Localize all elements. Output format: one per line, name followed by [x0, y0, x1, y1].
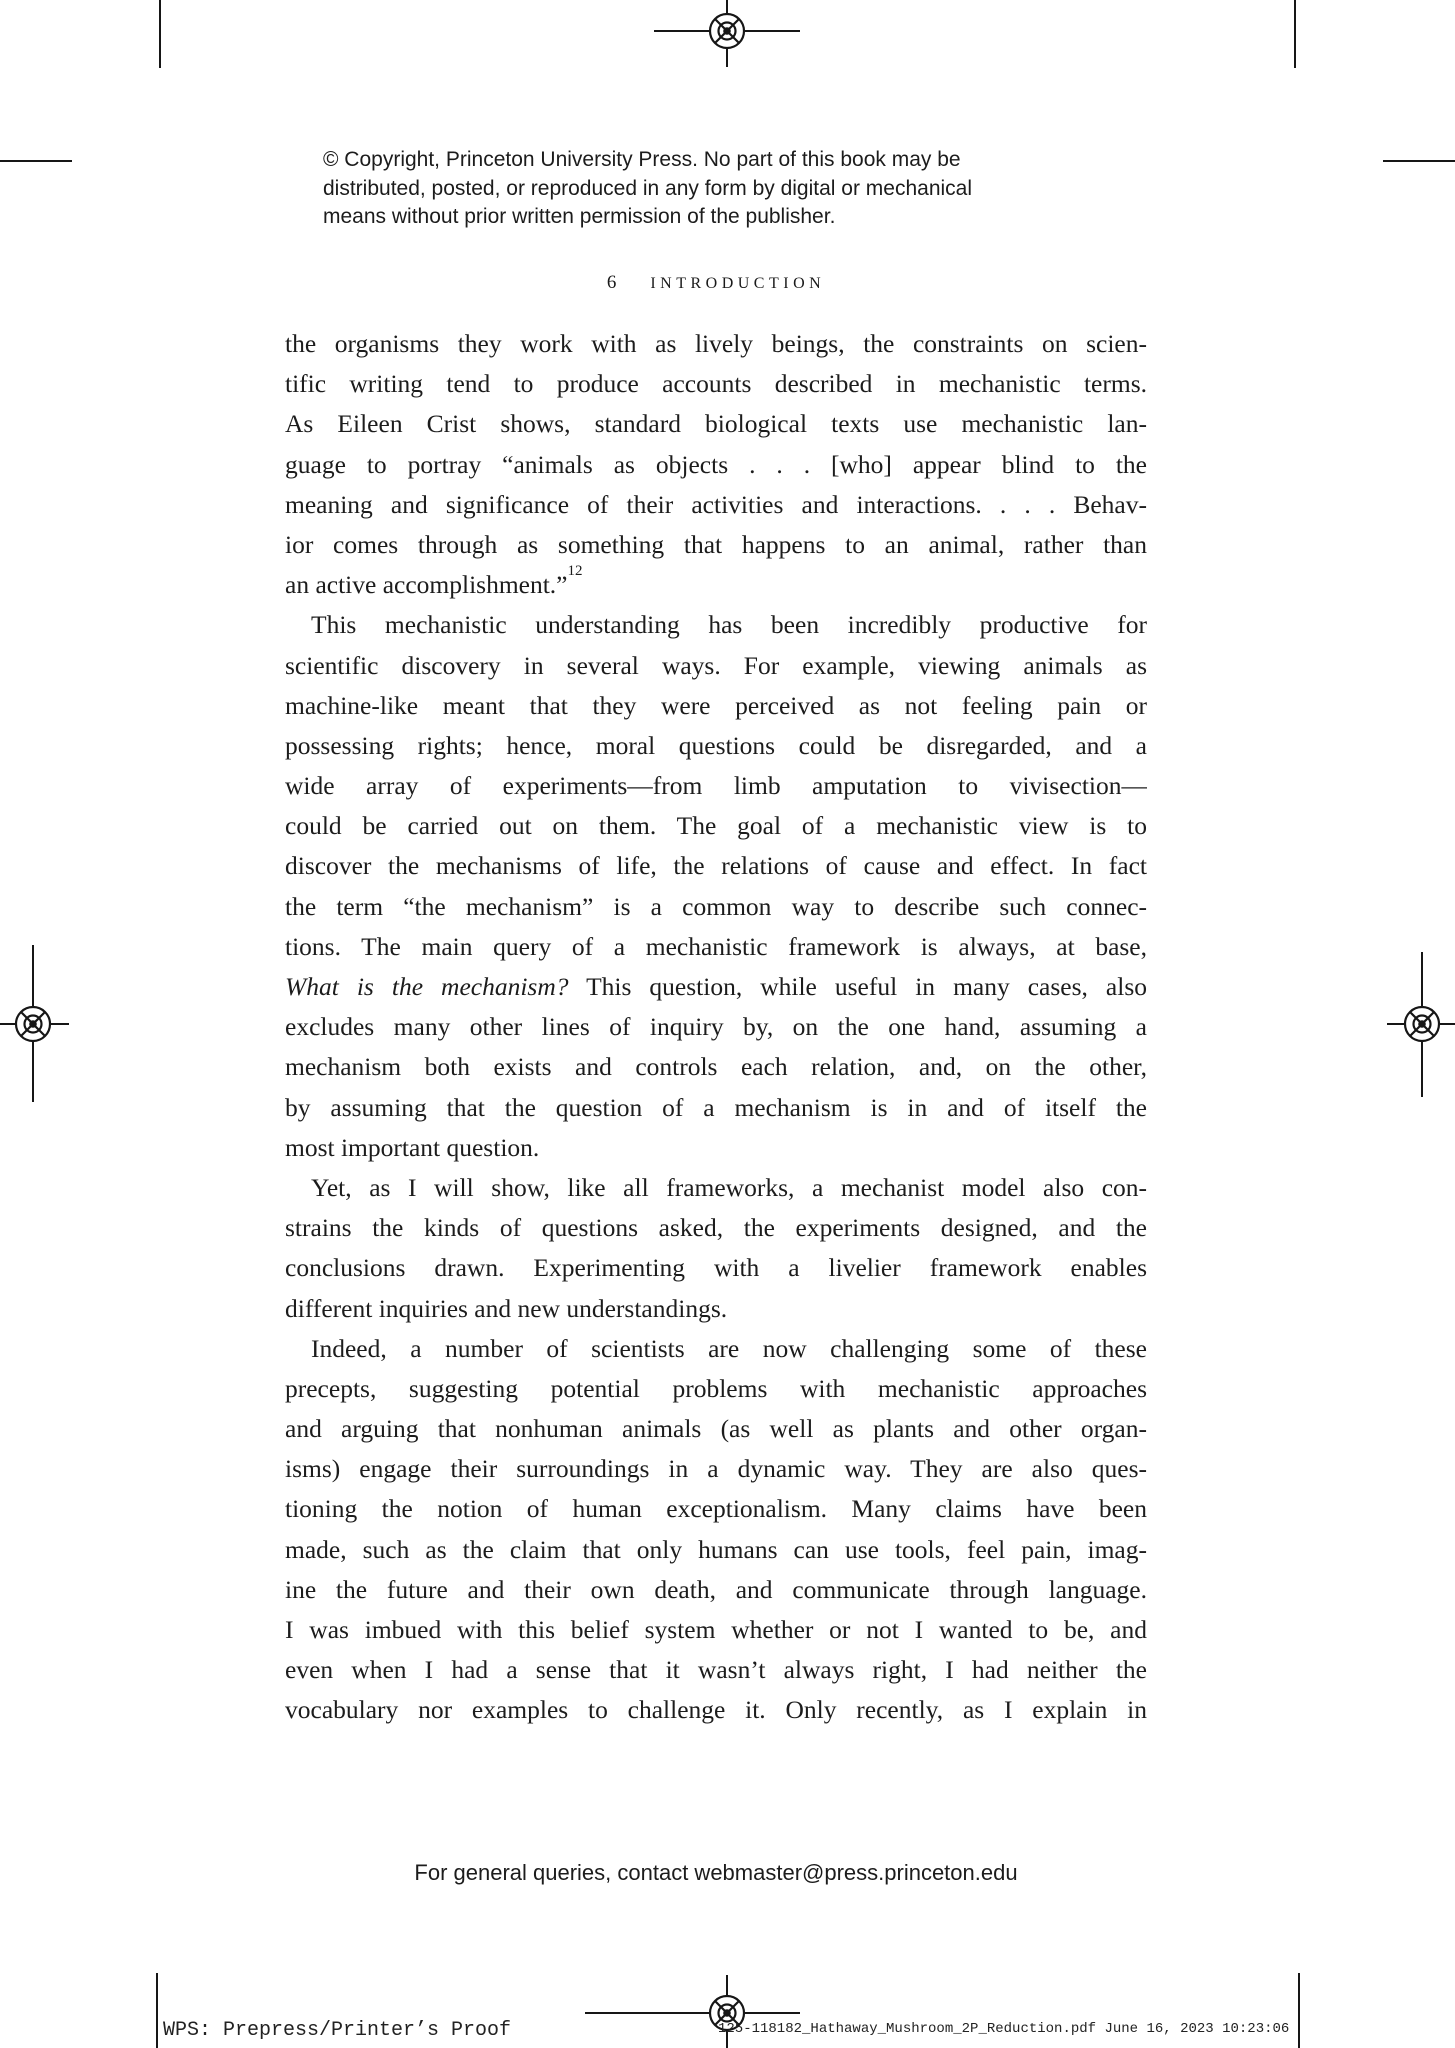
registration-target-icon [705, 9, 749, 53]
crop-mark-left-edge [0, 160, 72, 162]
body-text-line: tific writing tend to produce accounts described in mechanistic terms. [285, 369, 1147, 399]
body-text-line: Yet, as I will show, like all frameworks, a mechanist model also con- [311, 1172, 1147, 1202]
body-text-line: tioning the notion of human exceptionalism. Many claims have been [285, 1494, 1147, 1524]
body-text-line: wide array of experiments—from limb amputation to vivisection— [285, 771, 1147, 801]
body-text-line: most important question. [285, 1132, 540, 1162]
crop-mark-bottom-right [1298, 1973, 1300, 2048]
body-text-line: the organisms they work with as lively beings, the constraints on scien- [285, 329, 1147, 358]
body-text-line: the term “the mechanism” is a common way to describe such connec- [285, 891, 1147, 921]
copyright-line: © Copyright, Princeton University Press. No part of this book may be [323, 148, 961, 171]
body-text-line: This mechanistic understanding has been incredibly productive for [311, 610, 1147, 640]
body-text [285, 324, 1147, 1731]
body-text-line: excludes many other lines of inquiry by, on the one hand, assuming a [285, 1012, 1147, 1042]
body-text-line: ine the future and their own death, and communicate through language. [285, 1574, 1147, 1604]
body-text-line: even when I had a sense that it wasn’t always right, I had neither the [285, 1655, 1147, 1685]
body-text-line: guage to portray “animals as objects . . . [who] appear blind to the [285, 449, 1147, 479]
body-text-line: As Eileen Crist shows, standard biological texts use mechanistic lan- [285, 409, 1147, 439]
registration-arm [744, 30, 800, 32]
registration-arm [32, 945, 34, 1007]
crop-mark-right-edge [1383, 160, 1455, 162]
registration-arm [1421, 952, 1423, 1007]
registration-target-icon [1400, 1002, 1444, 1046]
body-text-line: vocabulary nor examples to challenge it. Only recently, as I explain in [285, 1695, 1147, 1725]
footer-queries-note: For general queries, contact webmaster@press.princeton.edu [414, 1860, 1018, 1885]
body-text-line: conclusions drawn. Experimenting with a livelier framework enables [285, 1253, 1147, 1283]
prepress-proof-label: WPS: Prepress/Printer’s Proof [163, 2019, 512, 2042]
registration-arm [32, 1041, 34, 1102]
copyright-line: means without prior written permission of the publisher. [323, 205, 836, 228]
registration-target-icon [11, 1002, 55, 1046]
body-text-line: and arguing that nonhuman animals (as well as plants and other organ- [285, 1414, 1147, 1444]
body-text-line: meaning and significance of their activities and interactions. . . . Behav- [285, 489, 1147, 519]
page-number: 6 [606, 272, 617, 293]
crop-mark-bottom-left [156, 1973, 158, 2048]
body-text-line: made, such as the claim that only humans can use tools, feel pain, imag- [285, 1534, 1147, 1564]
body-text-line: mechanism both exists and controls each relation, and, on the other, [285, 1052, 1147, 1082]
running-head [285, 272, 1147, 294]
registration-arm [654, 30, 710, 32]
registration-arm [744, 2012, 800, 2014]
body-text-line: an active accomplishment.”$^{12}$ [285, 565, 583, 600]
body-text-line: ior comes through as something that happens to an animal, rather than [285, 529, 1147, 559]
crop-mark-top-right [1294, 0, 1296, 68]
body-text-line: scientific discovery in several ways. For example, viewing animals as [285, 650, 1147, 680]
body-text-line: by assuming that the question of a mechanism is in and of itself the [285, 1092, 1147, 1122]
registration-arm [1421, 1041, 1423, 1097]
body-text-line: tions. The main query of a mechanistic framework is always, at base, [285, 931, 1147, 961]
body-text-line: possessing rights; hence, moral questions could be disregarded, and a [285, 730, 1147, 760]
registration-arm [585, 2012, 710, 2014]
body-text-line: could be carried out on them. The goal of a mechanistic view is to [285, 811, 1147, 841]
body-text-line: different inquiries and new understandings. [285, 1293, 728, 1323]
body-text-line: What is the mechanism? This question, while useful in many cases, also [285, 972, 1147, 1001]
body-text-line: isms) engage their surroundings in a dynamic way. They are also ques- [285, 1454, 1147, 1484]
copyright-line: distributed, posted, or reproduced in any form by digital or mechanical [323, 176, 973, 200]
body-text-line: Indeed, a number of scientists are now challenging some of these [311, 1333, 1147, 1363]
body-text-line: strains the kinds of questions asked, the experiments designed, and the [285, 1213, 1147, 1243]
pdf-filename-timestamp: 125-118182_Hathaway_Mushroom_2P_Reduction.pdf June 16, 2023 10:23:06 [718, 2021, 1290, 2037]
copyright-notice [323, 146, 972, 232]
running-head-title: INTRODUCTION [650, 275, 826, 292]
body-text-line: machine-like meant that they were perceived as not feeling pain or [285, 690, 1147, 720]
body-text-line: discover the mechanisms of life, the relations of cause and effect. In fact [285, 851, 1147, 881]
crop-mark-top-left [159, 0, 161, 68]
body-text-line: I was imbued with this belief system whether or not I wanted to be, and [285, 1615, 1147, 1644]
body-text-line: precepts, suggesting potential problems with mechanistic approaches [285, 1373, 1147, 1403]
